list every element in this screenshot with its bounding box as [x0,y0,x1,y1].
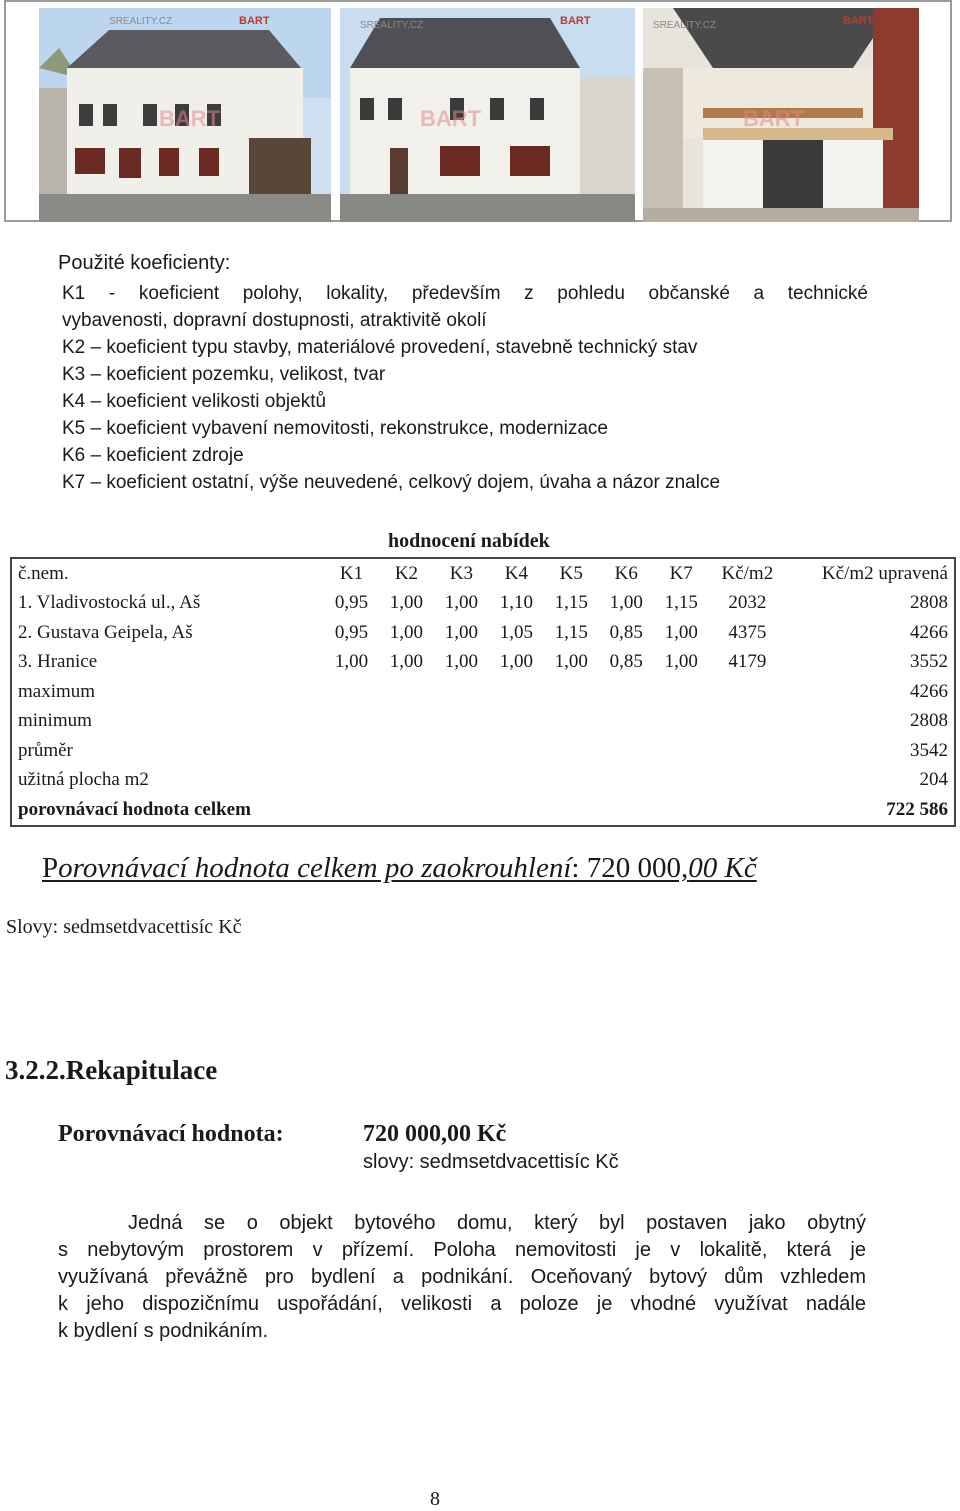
svg-text:BART: BART [743,106,805,131]
table-cell: 2. Gustava Geipela, Aš [18,621,193,643]
summary-label: porovnávací hodnota celkem [18,798,251,820]
table-cell: 1. Vladivostocká ul., Aš [18,592,201,614]
recap-in-words: slovy: sedmsetdvacettisíc Kč [363,1151,619,1173]
table-cell: 1,15 [554,592,588,614]
table-cell: 1,00 [389,621,424,643]
coefficient-k6: K6 – koeficient zdroje [62,445,244,466]
house-photo-corner [340,8,635,222]
table-header-row [11,558,955,589]
house-photo-front [39,8,331,222]
table-cell: 1,00 [389,592,424,614]
table-cell: 1,00 [499,651,533,673]
section-heading: 3.2.2.Rekapitulace [5,1055,218,1085]
summary-row-average [11,736,955,766]
coefficient-k5: K5 – koeficient vybavení nemovitosti, rekonstrukce, modernizace [62,418,608,439]
header-cell: K5 [559,562,583,584]
header-cell: č.nem. [18,562,69,584]
table-cell: 1,15 [554,621,588,643]
total-label: orovnávací hodnota celkem po zaokrouhlení [58,852,572,884]
table-cell: 0,95 [334,621,369,643]
svg-text:BART: BART [239,15,270,27]
summary-row-minimum [11,707,955,737]
table-cell: 2032 [728,592,767,614]
table-cell: 1,00 [389,651,424,673]
table-cell: 1,00 [554,651,588,673]
table-row [11,589,955,619]
header-cell: K3 [449,562,473,584]
summary-value: 722 586 [886,798,948,820]
table-cell: 3. Hranice [18,651,98,673]
coefficients-title: Použité koeficienty: [58,252,231,274]
summary-label: průměr [18,739,73,761]
table-cell: 0,85 [609,621,643,643]
table-cell: 1,00 [444,651,478,673]
svg-text:SREALITY.CZ: SREALITY.CZ [360,20,424,31]
table-cell: 4179 [728,651,767,673]
total-label-initial: P [42,852,59,884]
header-cell: Kč/m2 upravená [821,562,948,584]
svg-text:BART: BART [560,15,591,27]
table-row [11,648,955,678]
coefficient-k2: K2 – koeficient typu stavby, materiálové provedení, stavebně technický stav [62,337,698,358]
paragraph-line: k jeho dispozičnímu uspořádání, velikosti a poloze je vhodné využívat nadále [58,1293,866,1315]
summary-value: 4266 [910,680,948,702]
paragraph-line: k bydlení s podnikáním. [58,1320,269,1342]
summary-row-total [11,795,955,826]
coefficient-k7: K7 – koeficient ostatní, výše neuvedené, celkový dojem, úvaha a názor znalce [62,472,721,493]
table-cell: 1,00 [444,621,478,643]
table-cell: 1,00 [664,621,698,643]
table-cell: 1,10 [499,592,533,614]
table-cell: 1,00 [444,592,478,614]
svg-text:BART: BART [843,15,874,27]
paragraph-line: Jedná se o objekt bytového domu, který byl postaven jako obytný [128,1212,866,1234]
table-cell: 0,95 [334,592,369,614]
svg-text:SREALITY.CZ: SREALITY.CZ [653,20,717,31]
total-value: 720 000, [579,852,689,884]
header-cell: K7 [669,562,693,584]
total-value-decimal: 00 Kč [688,852,757,884]
table-cell: 1,00 [334,651,369,673]
paragraph-line: využívaná převážně pro bydlení a podnikání. Oceňovaný bytový dům vzhledem [58,1266,866,1288]
coefficient-k4: K4 – koeficient velikosti objektů [62,391,327,412]
paragraph-line: s nebytovým prostorem v přízemí. Poloha nemovitosti je v lokalitě, která je [58,1239,866,1261]
svg-text:BART: BART [159,106,221,131]
table-cell: 2808 [910,592,948,614]
header-cell: K6 [614,562,638,584]
summary-value: 204 [919,769,948,791]
summary-value: 3542 [910,739,948,761]
rounded-total-line [42,852,757,885]
header-cell: K2 [394,562,419,584]
recap-label: Porovnávací hodnota: [58,1121,284,1147]
header-cell: Kč/m2 [721,562,774,584]
table-cell: 1,00 [609,592,643,614]
table-cell: 1,15 [664,592,698,614]
table-row [11,618,955,648]
header-cell: K1 [339,562,364,584]
recap-paragraph [58,1210,866,1345]
summary-label: minimum [18,710,92,732]
summary-label: maximum [18,680,96,702]
coefficient-k1: K1 - koeficient polohy, lokality, především z pohledu občanské a technické [62,283,868,304]
svg-text:BART: BART [420,106,482,131]
offers-table [10,557,956,827]
total-in-words: Slovy: sedmsetdvacettisíc Kč [6,916,242,938]
summary-label: užitná plocha m2 [18,769,149,791]
coefficient-k1-cont: vybavenosti, dopravní dostupnosti, atraktivitě okolí [62,310,487,331]
recap-value: 720 000,00 Kč [363,1121,507,1147]
table-cell: 4266 [910,621,948,643]
svg-text:SREALITY.CZ: SREALITY.CZ [109,16,173,27]
table-cell: 1,05 [499,621,533,643]
table-cell: 3552 [910,651,948,673]
total-colon: : [571,852,580,884]
coefficient-k3: K3 – koeficient pozemku, velikost, tvar [62,364,386,385]
coefficients-list [62,280,868,496]
page-number: 8 [430,1488,440,1510]
header-cell: K4 [504,562,528,584]
summary-row-maximum [11,677,955,707]
summary-row-area [11,766,955,796]
offers-table-title: hodnocení nabídek [388,530,550,552]
summary-value: 2808 [910,710,948,732]
table-cell: 1,00 [664,651,698,673]
kitchen-photo [643,8,919,222]
photo-strip [4,0,952,222]
table-cell: 0,85 [609,651,643,673]
table-cell: 4375 [728,621,767,643]
